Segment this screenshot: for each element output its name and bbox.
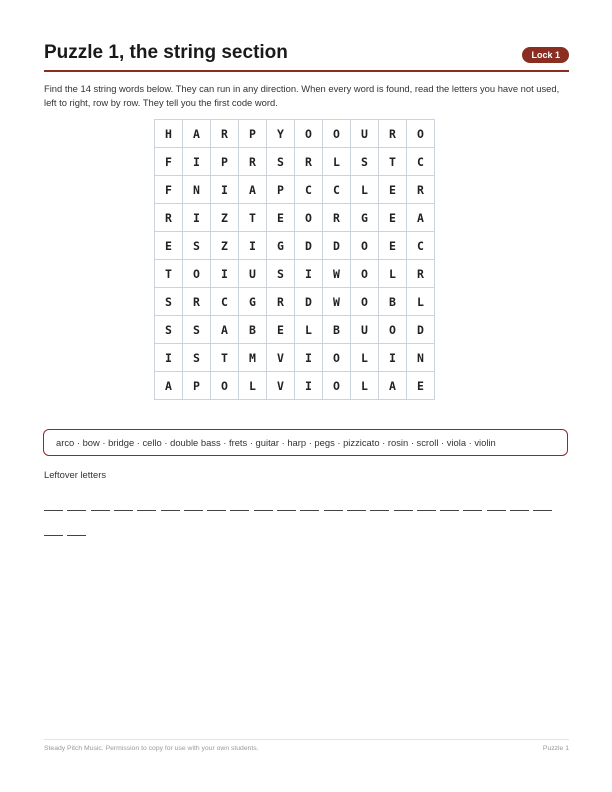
grid-cell: L [351,344,379,372]
grid-cell: F [155,176,183,204]
grid-cell: W [323,260,351,288]
grid-row [155,316,435,344]
grid-cell: T [379,148,407,176]
instructions: Find the 14 string words below. They can run in any direction. When every word is found, read the letters you have not used, left to right, row by row. They tell you the first code word. [44,83,560,108]
grid-cell: I [211,260,239,288]
grid-cell: T [239,204,267,232]
letter-blank [324,510,343,511]
grid-cell: O [351,288,379,316]
grid-cell: S [267,148,295,176]
grid-cell: U [239,260,267,288]
grid-cell: A [155,372,183,400]
grid-cell: L [379,260,407,288]
footer-page-label: Puzzle 1 [542,745,569,752]
grid-cell: U [351,316,379,344]
grid-cell: P [183,372,211,400]
letter-blank [44,535,63,536]
letter-blank [347,510,366,511]
letter-blank [463,510,482,511]
grid-cell: Y [267,120,295,148]
letter-blank [207,510,226,511]
letter-blank [184,510,203,511]
grid-cell: T [211,344,239,372]
grid-cell: O [351,260,379,288]
grid-cell: S [155,316,183,344]
grid-cell: R [323,204,351,232]
grid-cell: O [295,204,323,232]
letter-blank [370,510,389,511]
grid-cell: N [183,176,211,204]
grid-cell: S [351,148,379,176]
grid-cell: R [379,120,407,148]
grid-cell: W [323,288,351,316]
grid-cell: I [211,176,239,204]
grid-cell: L [295,316,323,344]
grid-cell: G [239,288,267,316]
grid-row [155,288,435,316]
letter-blank [394,510,413,511]
letter-blank [440,510,459,511]
word-search-grid [154,119,435,400]
letter-blank [91,510,110,511]
grid-cell: L [323,148,351,176]
grid-cell: O [323,344,351,372]
grid-cell: I [239,232,267,260]
grid-cell: A [379,372,407,400]
grid-cell: O [211,372,239,400]
word-bank-list: arco · bow · bridge · cello · double bass · frets · guitar · harp · pegs · pizzicato · rosin · scroll · viola · violin [56,437,496,448]
grid-cell: I [183,148,211,176]
grid-cell: S [183,316,211,344]
grid-cell: R [239,148,267,176]
grid-cell: S [155,288,183,316]
grid-cell: L [407,288,435,316]
letter-blank [533,510,552,511]
leftover-letters-label: Leftover letters [44,469,107,480]
grid-cell: I [295,260,323,288]
grid-cell: B [239,316,267,344]
grid-cell: D [407,316,435,344]
grid-cell: D [295,288,323,316]
grid-cell: Z [211,204,239,232]
grid-cell: O [351,232,379,260]
letter-blank [300,510,319,511]
grid-cell: E [379,176,407,204]
grid-cell: E [379,232,407,260]
letter-blank [67,510,86,511]
grid-cell: C [323,176,351,204]
word-bank [43,429,568,456]
grid-cell: I [183,204,211,232]
grid-row [155,148,435,176]
grid-cell: F [155,148,183,176]
grid-cell: C [407,148,435,176]
letter-blank [254,510,273,511]
grid-row [155,176,435,204]
grid-cell: I [295,344,323,372]
grid-cell: E [407,372,435,400]
letter-blank [277,510,296,511]
grid-cell: O [295,120,323,148]
grid-cell: P [239,120,267,148]
grid-row [155,260,435,288]
page-title: Puzzle 1, the string section [44,42,288,63]
grid-row [155,344,435,372]
grid-cell: Z [211,232,239,260]
grid-cell: S [183,344,211,372]
grid-cell: V [267,344,295,372]
grid-row [155,204,435,232]
letter-blank [230,510,249,511]
grid-cell: O [379,316,407,344]
grid-cell: B [379,288,407,316]
grid-cell: E [155,232,183,260]
grid-cell: H [155,120,183,148]
grid-cell: O [323,372,351,400]
grid-cell: L [239,372,267,400]
grid-cell: R [407,260,435,288]
letter-blank [161,510,180,511]
footer-copyright: Steady Pitch Music. Permission to copy for use with your own students. [44,745,259,752]
grid-cell: M [239,344,267,372]
letter-blank [67,535,86,536]
grid-cell: O [183,260,211,288]
grid-cell: A [239,176,267,204]
grid-cell: E [267,204,295,232]
grid-cell: R [155,204,183,232]
grid-row [155,372,435,400]
grid-cell: R [295,148,323,176]
grid-row [155,120,435,148]
grid-cell: A [183,120,211,148]
grid-cell: R [211,120,239,148]
letter-blank [114,510,133,511]
letter-blank [417,510,436,511]
grid-cell: T [155,260,183,288]
grid-cell: D [323,232,351,260]
grid-cell: O [407,120,435,148]
grid-cell: U [351,120,379,148]
grid-cell: R [183,288,211,316]
letter-blank [510,510,529,511]
grid-cell: L [351,372,379,400]
grid-cell: O [323,120,351,148]
grid-cell: S [267,260,295,288]
grid-cell: I [155,344,183,372]
grid-cell: G [267,232,295,260]
grid-cell: R [407,176,435,204]
grid-cell: A [211,316,239,344]
page-footer [44,739,569,752]
grid-cell: E [267,316,295,344]
grid-cell: L [351,176,379,204]
grid-cell: B [323,316,351,344]
letter-blank [137,510,156,511]
grid-cell: N [407,344,435,372]
grid-cell: C [295,176,323,204]
grid-cell: G [351,204,379,232]
grid-cell: A [407,204,435,232]
page-header [44,42,569,72]
grid-cell: R [267,288,295,316]
grid-cell: I [295,372,323,400]
grid-cell: V [267,372,295,400]
letter-blank [44,510,63,511]
grid-cell: I [379,344,407,372]
lock-badge: Lock 1 [522,47,569,63]
grid-cell: D [295,232,323,260]
grid-cell: S [183,232,211,260]
grid-cell: P [211,148,239,176]
grid-cell: E [379,204,407,232]
grid-row [155,232,435,260]
grid-cell: P [267,176,295,204]
grid-cell: C [407,232,435,260]
grid-cell: C [211,288,239,316]
letter-blank [487,510,506,511]
